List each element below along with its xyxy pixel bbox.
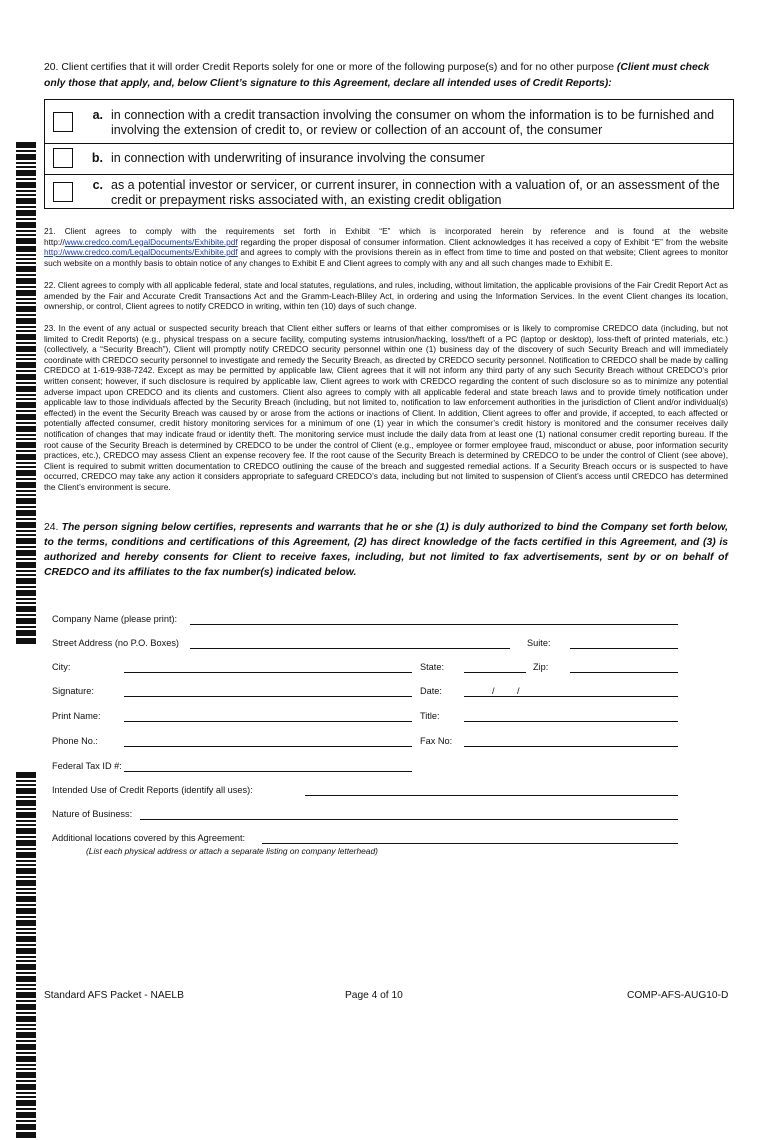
additional-locations-note: (List each physical address or attach a separate listing on company letterhead) [86,846,378,856]
date-separator: / [492,686,495,696]
street-address-field[interactable] [190,648,510,649]
section-20 [44,60,728,92]
purpose-a-letter: a. [92,108,103,122]
section-24-text: The person signing below certifies, represents and warrants that he or she (1) is duly authorized to bind the Company set forth below, to the terms, conditions and certifications of this Agreement, (2) has direct knowledge of the facts certified in this Agreement, and (3) is authorized and hereby consents for Client to receive faxes, including, but not limited to fax advertisements, sent by or on behalf of CREDCO and its affiliates to the fax number(s) indicated below. [44,522,728,578]
suite-field[interactable] [570,648,678,649]
phone-label: Phone No.: [52,736,98,746]
section-20-emphasis: (Client must check only those that apply, and, below Client’s signature to this Agreement, declare all intended uses of Credit Reports): [44,62,710,89]
suite-label: Suite: [527,638,551,648]
tax-id-label: Federal Tax ID #: [52,761,122,771]
section-24-number: 24. [44,522,62,533]
purpose-a-text: in connection with a credit transaction involving the consumer on whom the information is to be furnished and involving the extension of credit to, or review or collection of an account of, the consumer [111,108,715,137]
date-field[interactable] [464,696,678,697]
purpose-b-checkbox[interactable] [53,148,73,168]
signature-label: Signature: [52,686,94,696]
date-label: Date: [420,686,442,696]
phone-field[interactable] [124,746,412,747]
footer-packet-name: Standard AFS Packet - NAELB [44,990,184,1001]
intended-use-label: Intended Use of Credit Reports (identify all uses): [52,785,253,795]
zip-label: Zip: [533,662,549,672]
company-name-label: Company Name (please print): [52,614,178,624]
purpose-a-checkbox[interactable] [53,112,73,132]
print-name-field[interactable] [124,721,412,722]
purpose-c-checkbox[interactable] [53,182,73,202]
print-name-label: Print Name: [52,711,101,721]
exhibit-e-link[interactable]: www.credco.com/LegalDocuments/Exhibite.pdf [64,236,238,247]
fax-label: Fax No: [420,736,453,746]
city-field[interactable] [124,672,412,673]
purpose-c-letter: c. [92,178,103,192]
title-label: Title: [420,711,440,721]
city-label: City: [52,662,71,672]
street-address-label: Street Address (no P.O. Boxes) [52,638,179,648]
footer-page-number: Page 4 of 10 [345,990,403,1001]
purpose-b-letter: b. [91,151,103,165]
section-24 [44,520,728,580]
section-21-part1: 21. Client agrees to comply with the requirements set forth in Exhibit “E” which is incorporated herein by reference and is found at the website http:// [44,226,728,247]
fax-field[interactable] [464,746,678,747]
nature-of-business-label: Nature of Business: [52,809,133,819]
company-name-field[interactable] [190,624,678,625]
intended-use-field[interactable] [305,795,678,796]
purpose-divider [45,143,733,144]
signature-field[interactable] [124,696,412,697]
barcode-top [16,142,36,646]
state-field[interactable] [464,672,526,673]
title-field[interactable] [464,721,678,722]
purpose-divider [45,174,733,175]
date-separator: / [517,686,520,696]
state-label: State: [420,662,445,672]
section-23: 23. In the event of any actual or suspected security breach that Client either suffers or learns of that either compromises or is likely to compromise CREDCO data (including, but not limited to Credit Reports) (e.g., physical trespass on a secure facility, computing systems intrusion/hacking, loss/theft of a PC (laptop or desktop), loss-theft of printed materials, etc.) (collectively, a “Security Breach”), Client will promptly notify CREDCO security personnel within one (1) business day of the discovery of such Security Breach and will immediately coordinate with CREDCO security personnel to investigate and remedy the Security Breach, as directed by CREDCO security personnel. Notification to CREDCO shall be made by calling CREDCO at 1-619-938-7242. Except as may be permitted by applicable law, Client agrees that it will not inform any third party of any such Security Breach without CREDCO’s prior written consent; however, if such disclosure is required by applicable law, Client agrees to work with CREDCO regarding the content of such disclosure so as to minimize any potential adverse impact upon CREDCO and its clients and customers. Client also agrees to comply with all applicable federal and state breach laws and to provide timely notification under applicable law to those individuals affected by the Security Breach (including, but not limited to, notification to law enforcement authorities in the jurisdiction of Client and/or individual(s) effected) in the event the Security Breach was caused by or arose from the actions or inactions of Client. In addition, Client agrees to offer and provide, if accepted, to each affected or potentially affected consumer, credit history monitoring services for a minimum of one (1) year in which the consumer’s credit history is monitored and the consumer receives daily notification of changes that may indicate fraud or identity theft. The monitoring service must include the daily data from at least one (1) national consumer credit reporting bureau. If the root cause of the Security Breach is determined by CREDCO to be under the control of Client (e.g., employee or former employee fraud, misconduct or abuse, poor information security practices, etc.), CREDCO may assess Client an expense recovery fee. If the root cause of the Security Breach is determined by CREDCO to be under the control of Client (see above), Client is required to submit written documentation to CREDCO outlining the cause of the breach and suggested remedial actions. If a Security Breach occurs or is suspected to have occurred, CREDCO may take any action it considers appropriate to safeguard CREDCO’s data, including but not limited to suspension of Client’s access until CREDCO has determined the Client’s environment is secure. [44,323,728,492]
zip-field[interactable] [570,672,678,673]
footer-form-code: COMP-AFS-AUG10-D [627,990,729,1001]
barcode-bottom [16,772,36,1140]
section-21-part2: regarding the proper disposal of consumer information. Client acknowledges it has received a copy of Exhibit “E” from the website [237,236,728,247]
additional-locations-label: Additional locations covered by this Agreement: [52,833,246,843]
tax-id-field[interactable] [124,771,412,772]
exhibit-e-url-link[interactable]: http://www.credco.com/LegalDocuments/Exhibite.pdf [44,247,238,258]
section-22: 22. Client agrees to comply with all applicable federal, state and local statutes, regulations, and rules, including, without limitation, the applicable provisions of the Fair Credit Report Act as amended by the Fair and Accurate Credit Transactions Act and the Gramm-Leach-Bliley Act, in ordering and using the Information Services. In the event Client changes its location, ownership, or control, Client agrees to notify CREDCO in writing, within ten (10) days of such change. [44,280,728,312]
section-21-part3: and agrees to comply with the provisions therein as in effect from time to time and posted on that website; Client agrees to monitor such website on a monthly basis to obtain notice of any changes to Exhibit E and Client agrees to comply with any and all such changes made to Exhibit E. [44,247,728,268]
purpose-options [44,99,734,209]
additional-locations-field[interactable] [262,843,678,844]
section-21 [44,226,728,268]
section-20-text: 20. Client certifies that it will order Credit Reports solely for one or more of the following purpose(s) and for no other purpose [44,62,617,73]
purpose-b-text: in connection with underwriting of insurance involving the consumer [111,151,485,165]
purpose-c-text: as a potential investor or servicer, or current insurer, in connection with a valuation of, or an assessment of the credit or prepayment risks associated with, an existing credit obligation [111,178,720,207]
nature-of-business-field[interactable] [140,819,678,820]
